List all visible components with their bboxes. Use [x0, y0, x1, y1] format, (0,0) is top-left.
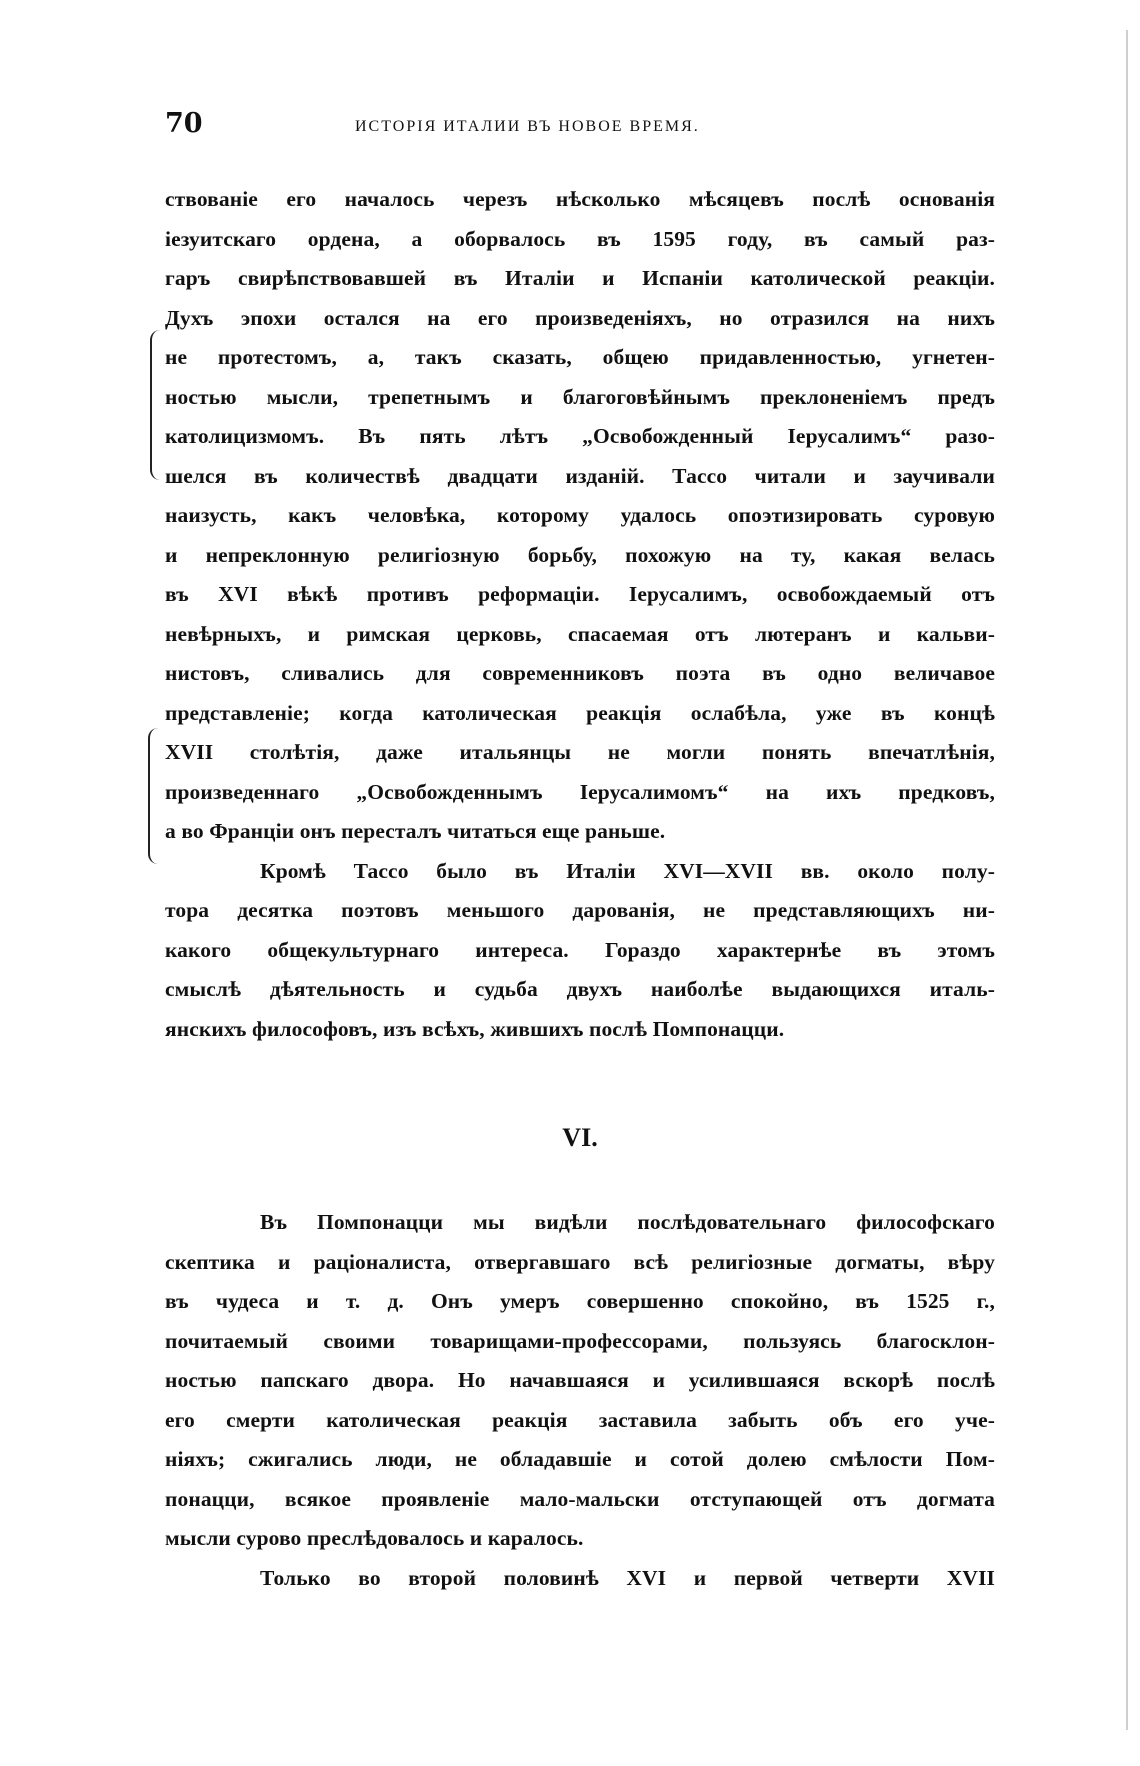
paragraph-2 [165, 852, 995, 1050]
text-line: его смерти католическая реакція заставила забыть объ его уче- [165, 1407, 995, 1432]
text-line: ностью папскаго двора. Но начавшаяся и усилившаяся вскорѣ послѣ [165, 1368, 995, 1392]
text-line: ствованіе его началось черезъ нѣсколько мѣсяцевъ послѣ основанія [165, 187, 995, 211]
text-line: невѣрныхъ, и римская церковь, спасаемая отъ лютеранъ и кальви- [165, 621, 995, 646]
text-line: янскихъ философовъ, изъ всѣхъ, жившихъ послѣ Помпонацци. [165, 1016, 785, 1041]
text-line: іезуитскаго ордена, а оборвалось въ 1595 году, въ самый раз- [165, 226, 995, 251]
text-line: смыслѣ дѣятельность и судьба двухъ наиболѣе выдающихся италь- [165, 977, 995, 1001]
text-line: ностью мысли, трепетнымъ и благоговѣйнымъ преклоненіемъ предъ [165, 384, 995, 409]
page-edge-shadow [1126, 30, 1128, 1730]
page-header [165, 108, 995, 148]
text-line: шелся въ количествѣ двадцати изданій. Тассо читали и заучивали [165, 463, 995, 488]
section-heading: VI. [562, 1123, 598, 1152]
text-line: тора десятка поэтовъ меньшого дарованія, не представляющихъ ни- [165, 898, 995, 922]
text-line: какого общекультурнаго интереса. Гораздо характернѣе въ этомъ [165, 937, 995, 962]
text-line: не протестомъ, а, такъ сказать, общею придавленностью, угнетен- [165, 345, 995, 369]
text-line: нистовъ, сливались для современниковъ поэта въ одно величавое [165, 661, 995, 685]
text-line: Духъ эпохи остался на его произведеніяхъ, но отразился на нихъ [165, 305, 995, 330]
text-line: и непреклонную религіозную борьбу, похожую на ту, какая велась [165, 542, 995, 567]
text-line: въ XVI вѣкѣ противъ реформаціи. Іерусалимъ, освобождаемый отъ [165, 582, 995, 606]
text-line: представленіе; когда католическая реакція ослабѣла, уже въ концѣ [165, 700, 995, 725]
text-line: а во Франціи онъ пересталъ читаться еще раньше. [165, 819, 666, 843]
text-line: въ чудеса и т. д. Онъ умеръ совершенно спокойно, въ 1525 г., [165, 1289, 995, 1313]
margin-bracket-mark [150, 330, 160, 480]
text-line: мысли сурово преслѣдовалось и каралось. [165, 1526, 584, 1550]
page-number: 70 [165, 108, 203, 139]
section-spacer [165, 1169, 995, 1203]
text-line: Въ Помпонацци мы видѣли послѣдовательнаго философскаго [260, 1210, 995, 1234]
text-line: понацци, всякое проявленіе мало-мальски отступающей отъ догмата [165, 1486, 995, 1511]
text-line: произведеннаго „Освобожденнымъ Іерусалимомъ“ на ихъ предковъ, [165, 779, 995, 804]
running-title: ИСТОРІЯ ИТАЛИИ ВЪ НОВОЕ ВРЕМЯ. [355, 118, 700, 135]
text-line: ніяхъ; сжигались люди, не обладавшіе и сотой долею смѣлости Пом- [165, 1447, 995, 1471]
text-line: Кромѣ Тассо было въ Италіи XVI—XVII вв. около полу- [260, 858, 995, 883]
body-text [165, 180, 995, 1598]
paragraph-4 [165, 1559, 995, 1599]
text-line: наизусть, какъ человѣка, которому удалось опоэтизировать суровую [165, 503, 995, 527]
text-line: почитаемый своими товарищами-профессорами, пользуясь благосклон- [165, 1328, 995, 1353]
paragraph-3 [165, 1203, 995, 1559]
text-line: гаръ свирѣпствовавшей въ Италіи и Испаніи католической реакціи. [165, 266, 995, 290]
margin-bracket-mark [148, 728, 158, 864]
text-line: Только во второй половинѣ XVI и первой четверти XVII [260, 1565, 995, 1590]
section-spacer [165, 1049, 995, 1107]
text-line: католицизмомъ. Въ пять лѣтъ „Освобожденный Іерусалимъ“ разо- [165, 424, 995, 448]
text-line: скептика и раціоналиста, отвергавшаго всѣ религіозные догматы, вѣру [165, 1249, 995, 1274]
paragraph-1 [165, 180, 995, 852]
text-line: XVII столѣтія, даже итальянцы не могли понять впечатлѣнія, [165, 740, 995, 764]
